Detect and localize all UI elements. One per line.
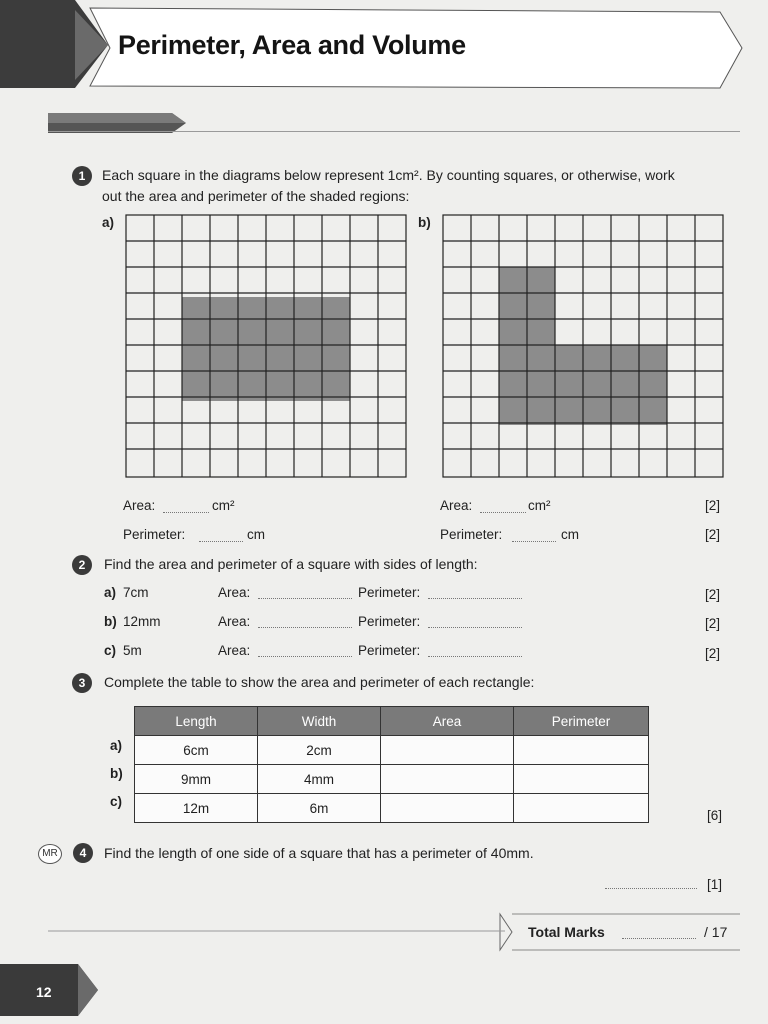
q2b-area-label: Area: (218, 614, 251, 629)
q2c-label: c) (104, 643, 117, 658)
header-perimeter: Perimeter (514, 707, 649, 736)
page-number: 12 (36, 984, 52, 1000)
q1b-perimeter-label: Perimeter: (440, 527, 503, 542)
q2c-area-label: Area: (218, 643, 251, 658)
q2b-label: b) (104, 614, 117, 629)
q1a-perimeter-unit: cm (247, 527, 265, 542)
page-title: Perimeter, Area and Volume (118, 30, 466, 60)
question-4-text: Find the length of one side of a square that has a perimeter of 40mm. (104, 845, 534, 861)
question-1-text-line2: out the area and perimeter of the shaded regions: (102, 188, 410, 204)
q2a-perimeter-answer[interactable] (428, 598, 522, 599)
question-2-text: Find the area and perimeter of a square with sides of length: (104, 556, 478, 572)
q2b-value: 12mm (123, 614, 161, 629)
q4-marks: [1] (707, 877, 723, 892)
total-marks-value: / 17 (704, 924, 728, 940)
q1b-area-answer[interactable] (480, 512, 526, 513)
mr-badge: MR (38, 844, 62, 864)
cell-perimeter-answer[interactable] (514, 736, 649, 765)
q2a-value: 7cm (123, 585, 149, 600)
question-1-number: 1 (72, 166, 92, 186)
q1a-area-answer[interactable] (163, 512, 209, 513)
q2c-marks: [2] (705, 646, 721, 661)
q2b-perimeter-answer[interactable] (428, 627, 522, 628)
question-3-text: Complete the table to show the area and perimeter of each rectangle: (104, 674, 535, 690)
total-marks-label: Total Marks (528, 924, 605, 940)
q2a-area-answer[interactable] (258, 598, 352, 599)
cell-area-answer[interactable] (381, 794, 514, 823)
q3-row-b-label: b) (110, 766, 123, 781)
cell-length: 9mm (135, 765, 258, 794)
cell-width: 2cm (258, 736, 381, 765)
cell-length: 6cm (135, 736, 258, 765)
diagram-a-label: a) (102, 215, 115, 230)
q1b-perimeter-answer[interactable] (512, 541, 556, 542)
table-row (135, 794, 649, 823)
header-area: Area (381, 707, 514, 736)
q1-perimeter-marks: [2] (705, 527, 721, 542)
q4-answer-line[interactable] (605, 888, 697, 889)
q1a-area-label: Area: (123, 498, 156, 513)
q1b-area-label: Area: (440, 498, 473, 513)
table-row (135, 765, 649, 794)
grid-b (441, 213, 725, 479)
header-length: Length (135, 707, 258, 736)
cell-length: 12m (135, 794, 258, 823)
cell-width: 4mm (258, 765, 381, 794)
q2a-label: a) (104, 585, 117, 600)
grid-a (124, 213, 408, 479)
total-marks-answer[interactable] (622, 938, 696, 939)
q1-area-marks: [2] (705, 498, 721, 513)
cell-perimeter-answer[interactable] (514, 765, 649, 794)
q3-row-a-label: a) (110, 738, 123, 753)
table-header-row (135, 707, 649, 736)
q2c-value: 5m (123, 643, 142, 658)
cell-area-answer[interactable] (381, 736, 514, 765)
q1a-perimeter-answer[interactable] (199, 541, 243, 542)
question-3-number: 3 (72, 673, 92, 693)
q1a-perimeter-label: Perimeter: (123, 527, 186, 542)
diagram-b-label: b) (418, 215, 431, 230)
q2a-area-label: Area: (218, 585, 251, 600)
q2b-perimeter-label: Perimeter: (358, 614, 421, 629)
q3-marks: [6] (707, 808, 723, 823)
header-width: Width (258, 707, 381, 736)
question-4-number: 4 (73, 843, 93, 863)
q2a-perimeter-label: Perimeter: (358, 585, 421, 600)
cell-perimeter-answer[interactable] (514, 794, 649, 823)
q2b-area-answer[interactable] (258, 627, 352, 628)
question-2-number: 2 (72, 555, 92, 575)
q2a-marks: [2] (705, 587, 721, 602)
q2b-marks: [2] (705, 616, 721, 631)
q2c-area-answer[interactable] (258, 656, 352, 657)
q1a-area-unit: cm² (212, 498, 235, 513)
q3-row-c-label: c) (110, 794, 123, 809)
table-row (135, 736, 649, 765)
q2c-perimeter-answer[interactable] (428, 656, 522, 657)
cell-width: 6m (258, 794, 381, 823)
q1b-perimeter-unit: cm (561, 527, 579, 542)
q2c-perimeter-label: Perimeter: (358, 643, 421, 658)
section-divider (48, 131, 740, 132)
q1b-area-unit: cm² (528, 498, 551, 513)
question-1-text-line1: Each square in the diagrams below represent 1cm². By counting squares, or otherwise, work (102, 167, 675, 183)
cell-area-answer[interactable] (381, 765, 514, 794)
rectangle-table (134, 706, 649, 823)
